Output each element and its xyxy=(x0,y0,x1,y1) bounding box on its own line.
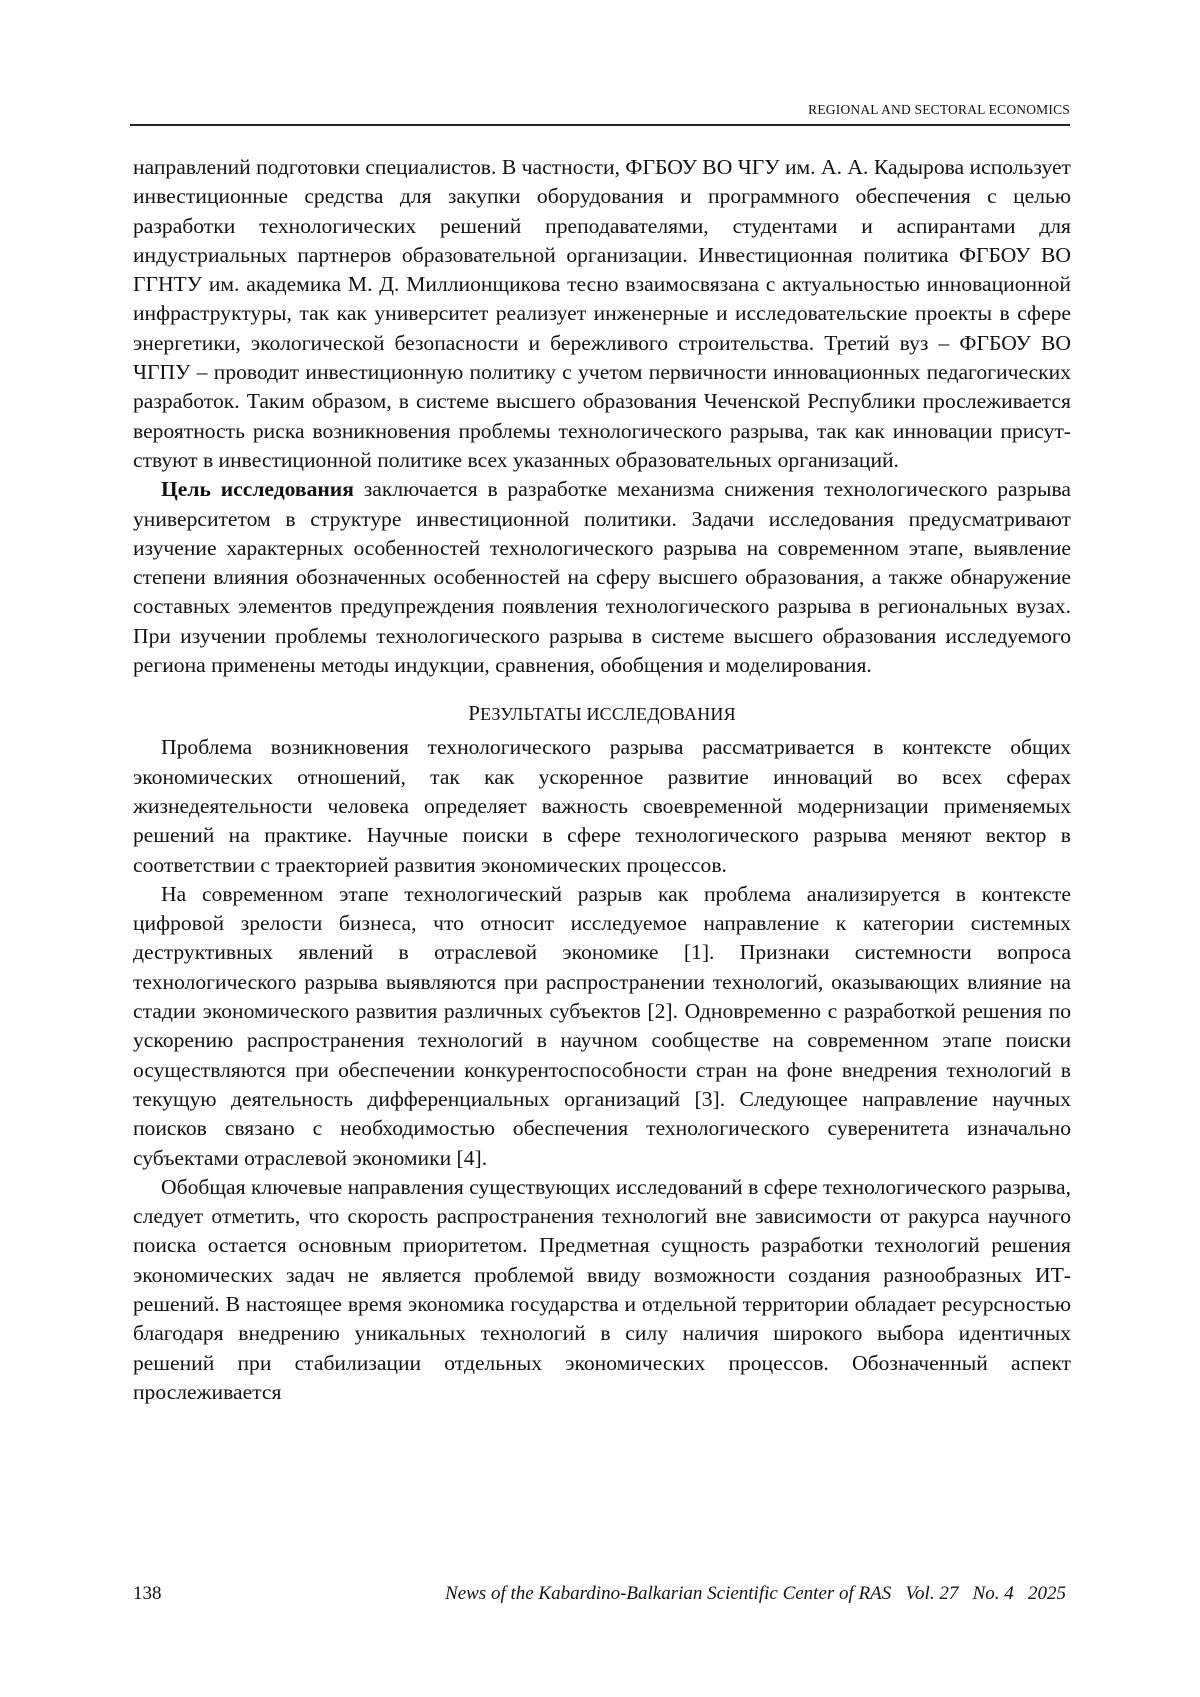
paragraph-3: Проблема возникновения технологического разрыва рассматривается в контексте общих экономических отношений, так как ускоренное развитие инноваций во всех сферах жизнедеятельности человека определяет важность своевременной модернизации применяемых решений на практике. Научные поиски в сфере технологического разрыва меняют вектор в соответствии с траекторией развития экономических процессов. xyxy=(133,735,1071,877)
paragraph-4: На современном этапе технологический разрыв как проблема анализируется в контексте цифровой зрелости бизнеса, что относит исследуемое направление к категории системных деструктивных явлений в отраслевой экономике [1]. Признаки системности вопроса технологического разрыва выявляются при распространении технологий, оказывающих влияние на стадии экономического развития различных субъектов [2]. Одновременно с разработкой решения по ускорению распространения технологий в научном сообществе на современном этапе поиски осуществляются при обеспечении конкурентоспособности стран на фоне внедрения технологий в текущую деятельность дифференциальных организаций [3]. Следующее направление научных поисков связано с необходимостью обеспечения технологического суверенитета изначально субъектами отраслевой экономики [4]. xyxy=(133,881,1071,1170)
paragraph-1: направлений подготовки специалистов. В частности, ФГБОУ ВО ЧГУ им. А. А. Кадырова использует инвестиционные средства для закупки оборудования и программного обеспечения с целью разработки технологических решений преподавателями, студентами и аспирантами для индустриальных партнеров образовательной организации. Инвестиционная политика ФГБОУ ВО ГГНТУ им. академика М. Д. Миллионщикова тесно взаимосвязана с актуальностью инновационной инфраструктуры, так как университет реализует инженерные и исследовательские проекты в сфере энергетики, экологической безопасности и бережливого строительства. Третий вуз – ФГБОУ ВО ЧГПУ – проводит инвестиционную политику с учетом первичности инновационных педагогических разработок. Таким образом, в системе высшего образования Чеченской Республики прослеживается вероятность риска возникновения проблемы технологического разрыва, так как инновации присутствуют в инвестиционной политике всех указанных образовательных организаций. xyxy=(133,155,1071,472)
paragraph-2-text: заключается в разработке механизма снижения технологического разрыва университетом в структуре инвестиционной политики. Задачи исследования предусматривают изучение характерных особенностей технологического разрыва на современном этапе, выявление степени влияния обозначенных особенностей на сферу высшего образования, а также обнаружение составных элементов предупреждения появления технологического разрыва в региональных вузах. При изучении проблемы технологического разрыва в системе высшего образования исследуемого региона применены методы индукции, сравнения, обобщения и моделирования. xyxy=(133,477,1071,678)
section-heading-rest: ЕЗУЛЬТАТЫ ИССЛЕДОВАНИЯ xyxy=(480,704,736,725)
page-number: 138 xyxy=(133,1583,162,1604)
paragraph-2 xyxy=(133,475,1071,680)
running-title: REGIONAL AND SECTORAL ECONOMICS xyxy=(808,102,1070,117)
section-heading-results xyxy=(133,698,1071,729)
journal-citation: News of the Kabardino-Balkarian Scientific Center of RAS Vol. 27 No. 4 2025 xyxy=(445,1583,1066,1604)
header-rule xyxy=(130,124,1070,126)
paragraph-2-bold-lead: Цель исследования xyxy=(161,477,354,502)
article-body xyxy=(133,153,1071,1407)
paragraph-5: Обобщая ключевые направления существующих исследований в сфере технологического разрыва, следует отметить, что скорость распространения технологий вне зависимости от ракурса научного поиска остается основным приоритетом. Предметная сущность разработки технологий решения экономических задач не является проблемой ввиду возможности создания разнообразных ИТ-решений. В настоящее время экономика государства и отдельной территории обладает ресурсностью благодаря внедрению уникальных технологий в силу наличия широкого выбора идентичных решений при стабилизации отдельных экономических процессов. Обозначенный аспект прослеживается xyxy=(133,1174,1071,1404)
section-heading-initial: Р xyxy=(468,701,481,726)
